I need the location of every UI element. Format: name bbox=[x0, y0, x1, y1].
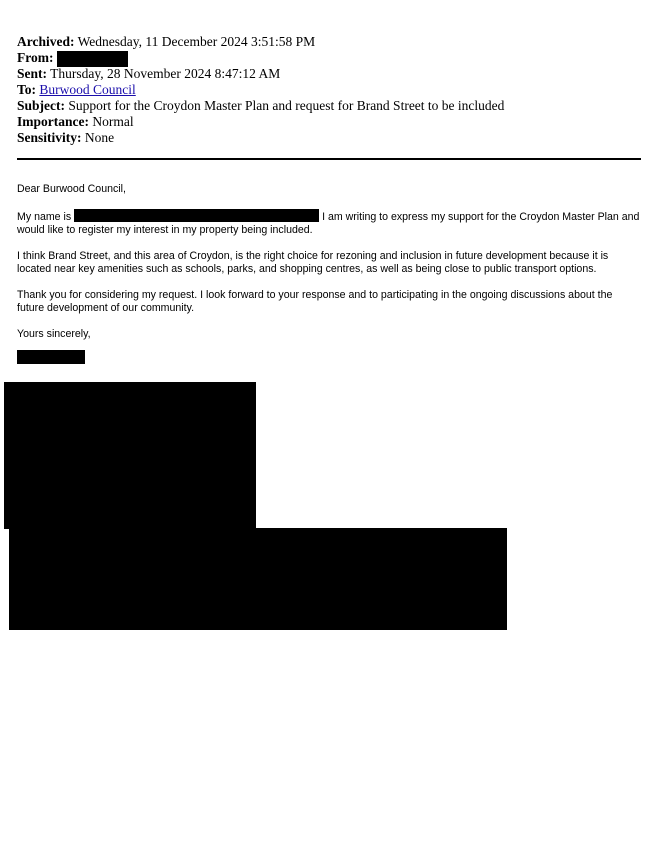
closing: Yours sincerely, bbox=[17, 328, 91, 340]
sent-row bbox=[17, 66, 641, 82]
email-header bbox=[17, 34, 641, 146]
to-row bbox=[17, 82, 641, 98]
subject-row bbox=[17, 98, 641, 114]
name-redaction bbox=[74, 209, 319, 222]
intro-line1-suffix: I am writing to express my support for the Croydon Master Plan and bbox=[322, 211, 640, 223]
thanks-paragraph: Thank you for considering my request. I look forward to your response and to participating in the ongoing discussions about the future development of our community. bbox=[17, 289, 613, 314]
sensitivity-row bbox=[17, 130, 641, 146]
intro-paragraph bbox=[17, 209, 641, 237]
to-recipient-link[interactable]: Burwood Council bbox=[39, 82, 136, 97]
signature-redaction bbox=[17, 350, 85, 364]
to-label: To: bbox=[17, 82, 37, 97]
email-body bbox=[17, 183, 641, 354]
from-row bbox=[17, 50, 641, 66]
archived-value: Wednesday, 11 December 2024 3:51:58 PM bbox=[77, 34, 316, 49]
importance-label: Importance: bbox=[17, 114, 89, 129]
archived-label: Archived: bbox=[17, 34, 75, 49]
subject-value: Support for the Croydon Master Plan and request for Brand Street to be included bbox=[68, 98, 505, 113]
from-label: From: bbox=[17, 50, 54, 65]
from-redaction bbox=[57, 51, 128, 67]
sent-value: Thursday, 28 November 2024 8:47:12 AM bbox=[50, 66, 281, 81]
contact-redaction-lower bbox=[9, 528, 507, 630]
sent-label: Sent: bbox=[17, 66, 47, 81]
greeting: Dear Burwood Council, bbox=[17, 183, 126, 195]
sensitivity-value: None bbox=[84, 130, 115, 145]
importance-value: Normal bbox=[92, 114, 134, 129]
header-divider bbox=[17, 158, 641, 160]
sensitivity-label: Sensitivity: bbox=[17, 130, 82, 145]
rezoning-paragraph: I think Brand Street, and this area of Croydon, is the right choice for rezoning and inclusion in future development because it is located near key amenities such as schools, parks, and shopping centres, as well as being close to public transport options. bbox=[17, 250, 609, 275]
intro-line2: would like to register my interest in my property being included. bbox=[17, 224, 313, 236]
intro-prefix: My name is bbox=[17, 211, 72, 223]
contact-redaction-upper bbox=[4, 382, 256, 529]
importance-row bbox=[17, 114, 641, 130]
subject-label: Subject: bbox=[17, 98, 65, 113]
archived-row bbox=[17, 34, 641, 50]
